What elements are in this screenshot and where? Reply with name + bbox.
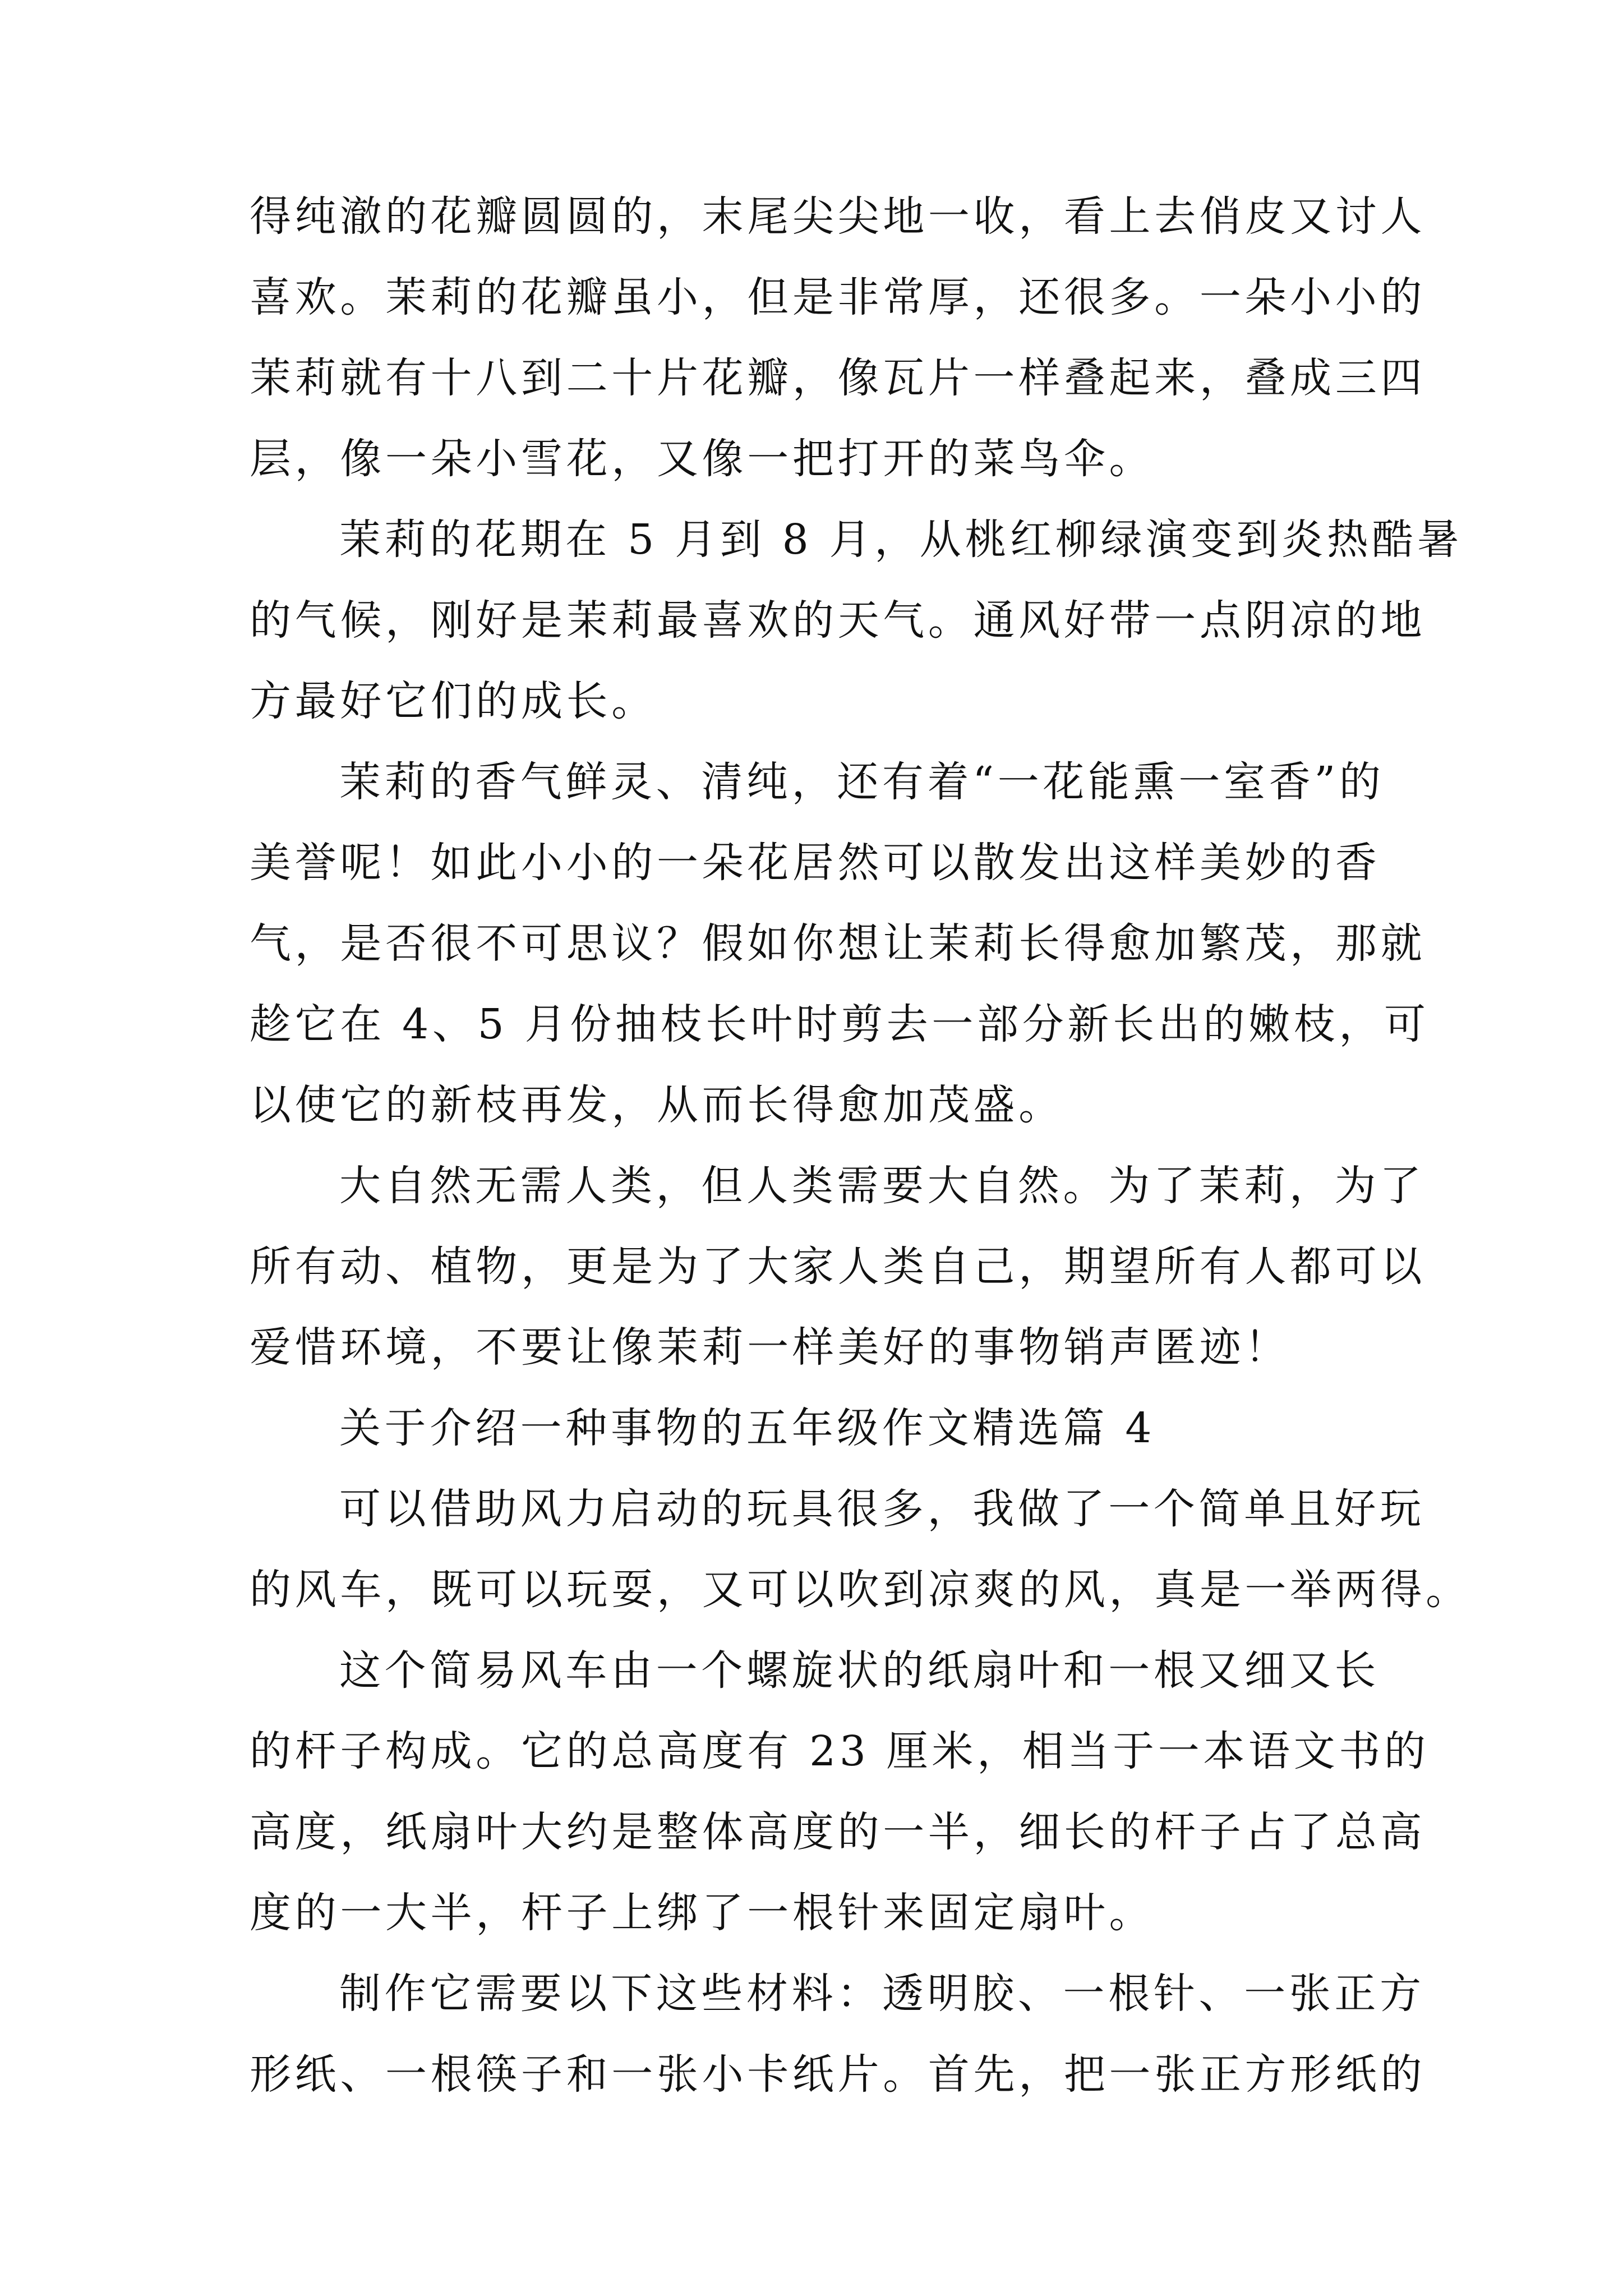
text-line: 的风车，既可以玩耍，又可以吹到凉爽的风，真是一举两得。	[250, 1566, 1471, 1614]
paragraph-first-line: 可以借助风力启动的玩具很多，我做了一个简单且好玩	[339, 1485, 1425, 1533]
paragraph-first-line: 这个简易风车由一个螺旋状的纸扇叶和一根又细又长	[339, 1646, 1380, 1695]
text-line: 得纯澈的花瓣圆圆的，末尾尖尖地一收，看上去俏皮又讨人	[250, 192, 1426, 241]
text-line: 的气候，刚好是茉莉最喜欢的天气。通风好带一点阴凉的地	[250, 596, 1426, 645]
section-heading: 关于介绍一种事物的五年级作文精选篇 4	[339, 1404, 1156, 1452]
text-line: 形纸、一根筷子和一张小卡纸片。首先，把一张正方形纸的	[250, 2050, 1426, 2099]
text-line: 层，像一朵小雪花，又像一把打开的菜鸟伞。	[250, 435, 1155, 483]
text-line: 方最好它们的成长。	[250, 677, 657, 725]
text-line: 的杆子构成。它的总高度有 23 厘米，相当于一本语文书的	[250, 1727, 1430, 1775]
text-line: 高度，纸扇叶大约是整体高度的一半，细长的杆子占了总高	[250, 1808, 1426, 1856]
text-line: 喜欢。茉莉的花瓣虽小，但是非常厚，还很多。一朵小小的	[250, 273, 1426, 321]
text-line: 趁它在 4、5 月份抽枝长叶时剪去一部分新长出的嫩枝，可	[250, 1000, 1430, 1048]
text-line: 爱惜环境，不要让像茉莉一样美好的事物销声匿迹！	[250, 1323, 1290, 1372]
text-line: 美誉呢！如此小小的一朵花居然可以散发出这样美妙的香	[250, 839, 1381, 887]
paragraph-first-line: 制作它需要以下这些材料：透明胶、一根针、一张正方	[339, 1970, 1425, 2018]
paragraph-first-line: 大自然无需人类，但人类需要大自然。为了茉莉，为了	[339, 1162, 1425, 1210]
paragraph-first-line: 茉莉的花期在 5 月到 8 月，从桃红柳绿演变到炎热酷暑	[339, 516, 1463, 564]
text-line: 度的一大半，杆子上绑了一根针来固定扇叶。	[250, 1889, 1155, 1937]
paragraph-first-line: 茉莉的香气鲜灵、清纯，还有着“一花能熏一室香”的	[339, 758, 1385, 806]
text-line: 茉莉就有十八到二十片花瓣，像瓦片一样叠起来，叠成三四	[250, 354, 1426, 402]
text-line: 气，是否很不可思议？假如你想让茉莉长得愈加繁茂，那就	[250, 919, 1426, 968]
text-line: 以使它的新枝再发，从而长得愈加茂盛。	[250, 1081, 1064, 1129]
text-line: 所有动、植物，更是为了大家人类自己，期望所有人都可以	[250, 1243, 1426, 1291]
